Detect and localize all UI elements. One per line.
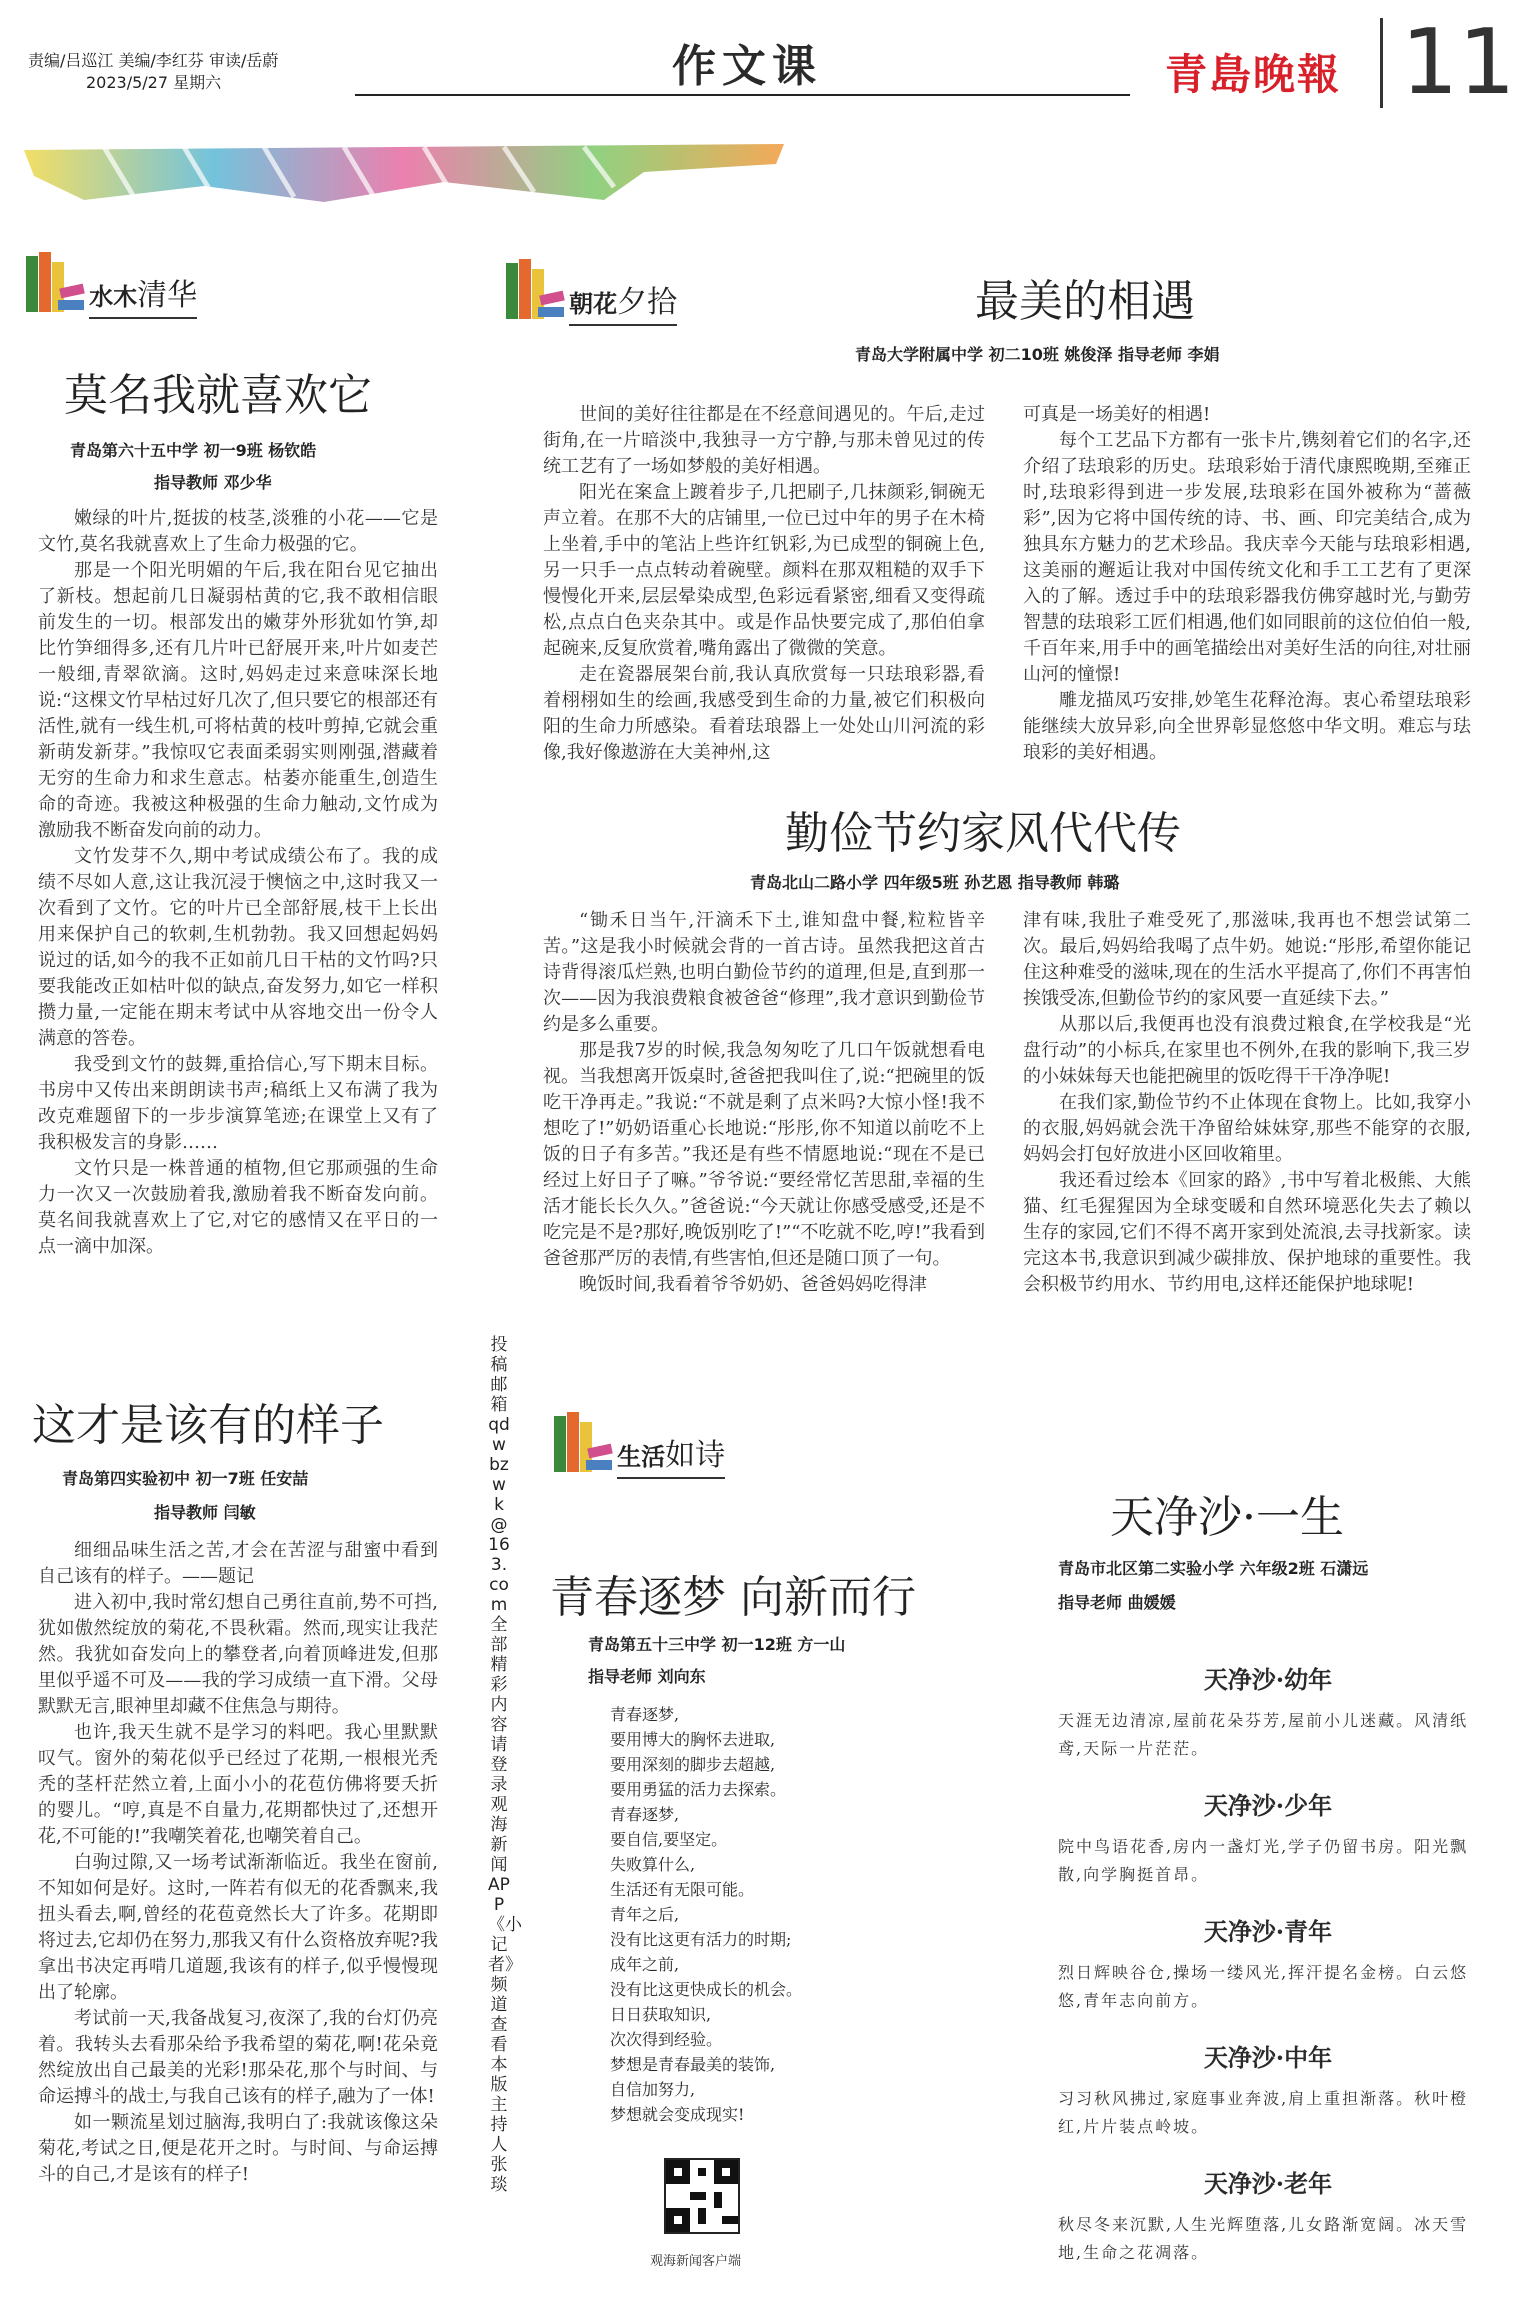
paragraph: 走在瓷器展架台前,我认真欣赏每一只珐琅彩器,看着栩栩如生的绘画,我感受到生命的力量,被它们积极向阳的生命力所感染。看着珐琅器上一处处山川河流的彩像,我好像遨游在大美神州,这 [543, 664, 985, 763]
paragraph: 文竹发芽不久,期中考试成绩公布了。我的成绩不尽如人意,这让我沉浸于懊恼之中,这时我又一次看到了文竹。它的叶片已全部舒展,枝干上长出用来保护自己的软刺,生机勃勃。我又回想起妈妈说过的话,如今的我不正如前几日干枯的文竹吗?只要我能改正如枯叶似的缺点,奋发努力,如它一样积攒力量,一定能在期末考试中从容地交出一份令人满意的答卷。 [38, 846, 438, 1049]
poem-line: 要自信,要坚定。 [610, 1830, 728, 1849]
poem-body [610, 1702, 1030, 2127]
paragraph: 那是一个阳光明媚的午后,我在阳台见它抽出了新枝。想起前几日凝弱枯黄的它,我不敢相信眼前发生的一切。根部发出的嫩芽外形犹如竹笋,却比竹笋细得多,还有几片叶已舒展开来,叶片如麦芒一般细,青翠欲滴。这时,妈妈走过来意味深长地说:“这棵文竹早枯过好几次了,但只要它的根部还有活性,就有一线生机,可将枯黄的枝叶剪掉,它就会重新萌发新芽。”我惊叹它表面柔弱实则刚强,潜藏着无穷的生命力和求生意志。枯萎亦能重生,创造生命的奇迹。我被这种极强的生命力触动,文竹成为激励我不断奋发向前的动力。 [38, 560, 438, 841]
poem-line: 青春逐梦, [610, 1805, 680, 1824]
article-school: 青岛第五十三中学 初一12班 方一山 [588, 1635, 846, 1654]
article-body [38, 506, 438, 1336]
article-title: 这才是该有的样子 [32, 1400, 384, 1451]
books-icon [552, 1408, 612, 1474]
paragraph: 那是我7岁的时候,我急匆匆吃了几口午饭就想看电视。当我想离开饭桌时,爸爸把我叫住了,说:“把碗里的饭吃干净再走。”我说:“不就是剩了点米吗?大惊小怪!我不想吃了!”奶奶语重心长地说:“彤彤,你不知道以前吃不上饭的日子有多苦。”我还是有些不情愿地说:“现在不是已经过上好日子了嘛。”爷爷说:“要经常忆苦思甜,幸福的生活才能长长久久。”爸爸说:“今天就让你感受感受,还是不吃完是不是?那好,晚饭别吃了!”“不吃就不吃,哼!”我看到爸爸那严厉的表情,有些害怕,但还是随口顶了一句。 [543, 1040, 985, 1269]
paragraph: 在我们家,勤俭节约不止体现在食物上。比如,我穿小的衣服,妈妈就会洗干净留给妹妹穿,那些不能穿的衣服,妈妈会打包好放进小区回收箱里。 [1023, 1092, 1471, 1165]
decorative-brush-stroke [24, 142, 784, 204]
editors-line [28, 50, 278, 94]
stanza-list [1058, 1660, 1478, 2290]
stanza [1058, 1786, 1478, 1912]
stanza-heading: 天净沙·中年 [1203, 2043, 1333, 2072]
badge-label [617, 1438, 725, 1479]
paragraph: 细细品味生活之苦,才会在苦涩与甜蜜中看到自己该有的样子。——题记 [38, 1540, 438, 1587]
article-school: 青岛北山二路小学 四年级5班 孙艺恩 指导教师 韩璐 [750, 873, 1120, 892]
badge-shuimu [24, 248, 197, 314]
paragraph: “锄禾日当午,汗滴禾下土,谁知盘中餐,粒粒皆辛苦。”这是我小时候就会背的一首古诗。虽然我把这首古诗背得滚瓜烂熟,也明白勤俭节约的道理,但是,直到那一次——因为我浪费粮食被爸爸“修理”,我才意识到勤俭节约是多么重要。 [543, 910, 985, 1035]
paragraph: 晚饭时间,我看着爷爷奶奶、爸爸妈妈吃得津 [579, 1274, 927, 1295]
paragraph: 雕龙描凤巧安排,妙笔生花释沧海。衷心希望珐琅彩能继续大放异彩,向全世界彰显悠悠中华文明。难忘与珐琅彩的美好相遇。 [1023, 690, 1471, 763]
article-teacher: 指导老师 曲媛媛 [1058, 1593, 1176, 1612]
badge-zhaohua [504, 255, 677, 321]
article-teacher: 指导教师 邓少华 [154, 473, 272, 492]
paragraph: 也许,我天生就不是学习的料吧。我心里默默叹气。窗外的菊花似乎已经过了花期,一根根光秃秃的茎杆茫然立着,上面小小的花苞仿佛将要夭折的婴儿。“哼,真是不自量力,花期都快过了,还想开花,不可能的!”我嘲笑着花,也嘲笑着自己。 [38, 1722, 438, 1847]
badge-shenghuo [552, 1408, 725, 1474]
stanza-text: 院中鸟语花香,房内一盏灯光,学子仍留书房。阳光飘散,向学胸挺首昂。 [1058, 1837, 1469, 1884]
badge-label [569, 285, 677, 326]
section-title: 作文课 [672, 41, 822, 92]
badge-bold: 水木 [89, 282, 138, 311]
editors: 责编/吕巡江 美编/李红芬 审读/岳蔚 [28, 51, 279, 70]
stanza [1058, 1912, 1478, 2038]
paragraph: 白驹过隙,又一场考试渐渐临近。我坐在窗前,不知如何是好。这时,一阵若有似无的花香飘来,我扭头看去,啊,曾经的花苞竟然长大了许多。花期即将过去,它却仍在努力,那我又有什么资格放弃呢?我拿出书决定再啃几道题,我该有的样子,似乎慢慢现出了轮廓。 [38, 1852, 438, 2003]
paragraph: 每个工艺品下方都有一张卡片,镌刻着它们的名字,还介绍了珐琅彩的历史。珐琅彩始于清代康熙晚期,至雍正时,珐琅彩得到进一步发展,珐琅彩在国外被称为“蔷薇彩”,因为它将中国传统的诗、书、画、印完美结合,成为独具东方魅力的艺术珍品。我庆幸今天能与珐琅彩相遇,这美丽的邂逅让我对中国传统文化和手工工艺有了更深入的了解。透过手中的珐琅彩器我仿佛穿越时光,与勤劳智慧的珐琅彩工匠们相遇,他们如同眼前的这位伯伯一般,千百年来,用手中的画笔描绘出对美好生活的向往,对壮丽山河的憧憬! [1023, 430, 1471, 685]
poem-line: 没有比这更快成长的机会。 [610, 1980, 803, 1999]
paragraph: 进入初中,我时常幻想自己勇往直前,势不可挡,犹如傲然绽放的菊花,不畏秋霜。然而,现实让我茫然。我犹如奋发向上的攀登者,向着顶峰进发,但那里似乎遥不可及——我的学习成绩一直下滑。父母默默无言,眼神里却藏不住焦急与期待。 [38, 1592, 438, 1717]
stanza [1058, 2164, 1478, 2290]
stanza-text: 烈日辉映谷仓,操场一缕风光,挥汗提名金榜。白云悠悠,青年志向前方。 [1058, 1963, 1469, 2010]
stanza-text: 秋尽冬来沉默,人生光辉堕落,儿女路渐宽阔。冰天雪地,生命之花凋落。 [1058, 2215, 1469, 2262]
article-teacher: 指导教师 闫敏 [154, 1503, 256, 1522]
badge-rest: 夕拾 [617, 285, 678, 320]
poem-line: 梦想是青春最美的装饰, [610, 2055, 776, 2074]
poem-line: 青年之后, [610, 1905, 680, 1924]
poem-line: 失败算什么, [610, 1855, 696, 1874]
paragraph: 我受到文竹的鼓舞,重拾信心,写下期末目标。书房中又传出来朗朗读书声;稿纸上又布满了我为改克难题留下的一步步演算笔迹;在课堂上又有了我积极发言的身影…… [38, 1054, 438, 1153]
qr-caption: 观海新闻客户端 [650, 2254, 742, 2269]
article-school: 青岛第六十五中学 初一9班 杨钦皓 [70, 441, 317, 460]
stanza-heading: 天净沙·老年 [1203, 2169, 1333, 2198]
poem-line: 生活还有无限可能。 [610, 1880, 755, 1899]
article-teacher: 指导老师 刘向东 [588, 1667, 706, 1686]
poem-line: 自信加努力, [610, 2080, 696, 2099]
article-title: 莫名我就喜欢它 [64, 370, 372, 421]
newspaper-logo: 青島晚報 [1165, 50, 1342, 99]
books-icon [504, 255, 564, 321]
paragraph: 可真是一场美好的相遇! [1023, 404, 1211, 425]
paragraph: 津有味,我肚子难受死了,那滋味,我再也不想尝试第二次。最后,妈妈给我喝了点牛奶。她说:“彤彤,希望你能记住这种难受的滋味,现在的生活水平提高了,你们不再害怕挨饿受冻,但勤俭节约的家风要一直延续下去。” [1023, 910, 1471, 1009]
poem-line: 日日获取知识, [610, 2005, 712, 2024]
stanza-text: 天涯无边清凉,屋前花朵芬芳,屋前小儿迷藏。风清纸鸢,天际一片茫茫。 [1058, 1711, 1469, 1758]
article-body-right [1023, 402, 1471, 782]
issue-date: 2023/5/27 星期六 [86, 73, 222, 92]
paragraph: 我还看过绘本《回家的路》,书中写着北极熊、大熊猫、红毛猩猩因为全球变暖和自然环境恶化失去了赖以生存的家园,它们不得不离开家到处流浪,去寻找新家。读完这本书,我意识到减少碳排放、保护地球的重要性。我会积极节约用水、节约用电,这样还能保护地球呢! [1023, 1170, 1471, 1295]
paragraph: 阳光在案盒上踱着步子,几把刷子,几抹颜彩,铜碗无声立着。在那不大的店铺里,一位已过中年的男子在木椅上坐着,手中的笔沾上些许红钒彩,为已成型的铜碗上色,另一只手一点点转动着碗壁。颜料在那双粗糙的双手下慢慢化开来,层层晕染成型,色彩远看紧密,细看又变得疏松,点点白色夹杂其中。或是作品快要完成了,那伯伯拿起碗来,反复欣赏着,嘴角露出了微微的笑意。 [543, 482, 985, 659]
badge-bold: 朝花 [569, 289, 618, 318]
poem-line: 要用深刻的脚步去超越, [610, 1755, 776, 1774]
article-school: 青岛第四实验初中 初一7班 任安喆 [62, 1469, 309, 1488]
badge-rest: 如诗 [665, 1438, 726, 1473]
paragraph: 世间的美好往往都是在不经意间遇见的。午后,走过街角,在一片暗淡中,我独寻一方宁静,与那未曾见过的传统工艺有了一场如梦般的美好相遇。 [543, 404, 985, 477]
stanza [1058, 2038, 1478, 2164]
page-number: 11 [1380, 18, 1516, 108]
qr-code[interactable] [664, 2158, 740, 2234]
paragraph: 嫩绿的叶片,挺拔的枝茎,淡雅的小花——它是文竹,莫名我就喜欢上了生命力极强的它。 [38, 508, 438, 555]
article-title: 勤俭节约家风代代传 [785, 808, 1181, 859]
article-title: 天净沙·一生 [1110, 1492, 1344, 1543]
article-body-right [1023, 908, 1471, 1366]
article-title: 最美的相遇 [975, 276, 1195, 327]
poem-line: 要用博大的胸怀去进取, [610, 1730, 776, 1749]
poem-line: 没有比这更有活力的时期; [610, 1930, 792, 1949]
paragraph: 如一颗流星划过脑海,我明白了:我就该像这朵菊花,考试之日,便是花开之时。与时间、与命运搏斗的自己,才是该有的样子! [38, 2112, 438, 2185]
paragraph: 从那以后,我便再也没有浪费过粮食,在学校我是“光盘行动”的小标兵,在家里也不例外,在我的影响下,我三岁的小妹妹每天也能把碗里的饭吃得干干净净呢! [1023, 1014, 1471, 1087]
poem-line: 要用勇猛的活力去探索。 [610, 1780, 787, 1799]
books-icon [24, 248, 84, 314]
stanza-heading: 天净沙·幼年 [1203, 1665, 1333, 1694]
poem-line: 青春逐梦, [610, 1705, 680, 1724]
article-body-left [543, 908, 985, 1366]
stanza [1058, 1660, 1478, 1786]
stanza-heading: 天净沙·青年 [1203, 1917, 1333, 1946]
article-school: 青岛大学附属中学 初二10班 姚俊泽 指导老师 李娟 [855, 345, 1220, 364]
poem-line: 梦想就会变成现实! [610, 2105, 745, 2124]
badge-label [89, 278, 197, 319]
stanza-heading: 天净沙·少年 [1203, 1791, 1333, 1820]
badge-rest: 清华 [137, 278, 198, 313]
paragraph: 文竹只是一株普通的植物,但它那顽强的生命力一次又一次鼓励着我,激励着我不断奋发向前。莫名间我就喜欢上了它,对它的感情又在平日的一点一滴中加深。 [38, 1158, 438, 1257]
article-body [38, 1538, 438, 2290]
vertical-note: 投稿邮箱 qdwbzwk@163.com 全部精彩内容请登录观海新闻APP《小记者》频道查看 本版主持人 张琰 [488, 1335, 522, 2195]
poem-line: 次次得到经验。 [610, 2030, 723, 2049]
poem-line: 成年之前, [610, 1955, 680, 1974]
qr-pattern-icon [666, 2160, 738, 2232]
badge-bold: 生活 [617, 1442, 666, 1471]
article-title: 青春逐梦 向新而行 [550, 1572, 916, 1623]
stanza-text: 习习秋风拂过,家庭事业奔波,肩上重担渐落。秋叶橙红,片片装点岭坡。 [1058, 2089, 1469, 2136]
article-body-left [543, 402, 985, 782]
paragraph: 考试前一天,我备战复习,夜深了,我的台灯仍亮着。我转头去看那朵给予我希望的菊花,啊!花朵竟然绽放出自己最美的光彩!那朵花,那个与时间、与命运搏斗的战士,与我自己该有的样子,融为了一体! [38, 2008, 438, 2107]
article-school: 青岛市北区第二实验小学 六年级2班 石潇远 [1058, 1559, 1369, 1578]
header-rule [355, 94, 1130, 96]
